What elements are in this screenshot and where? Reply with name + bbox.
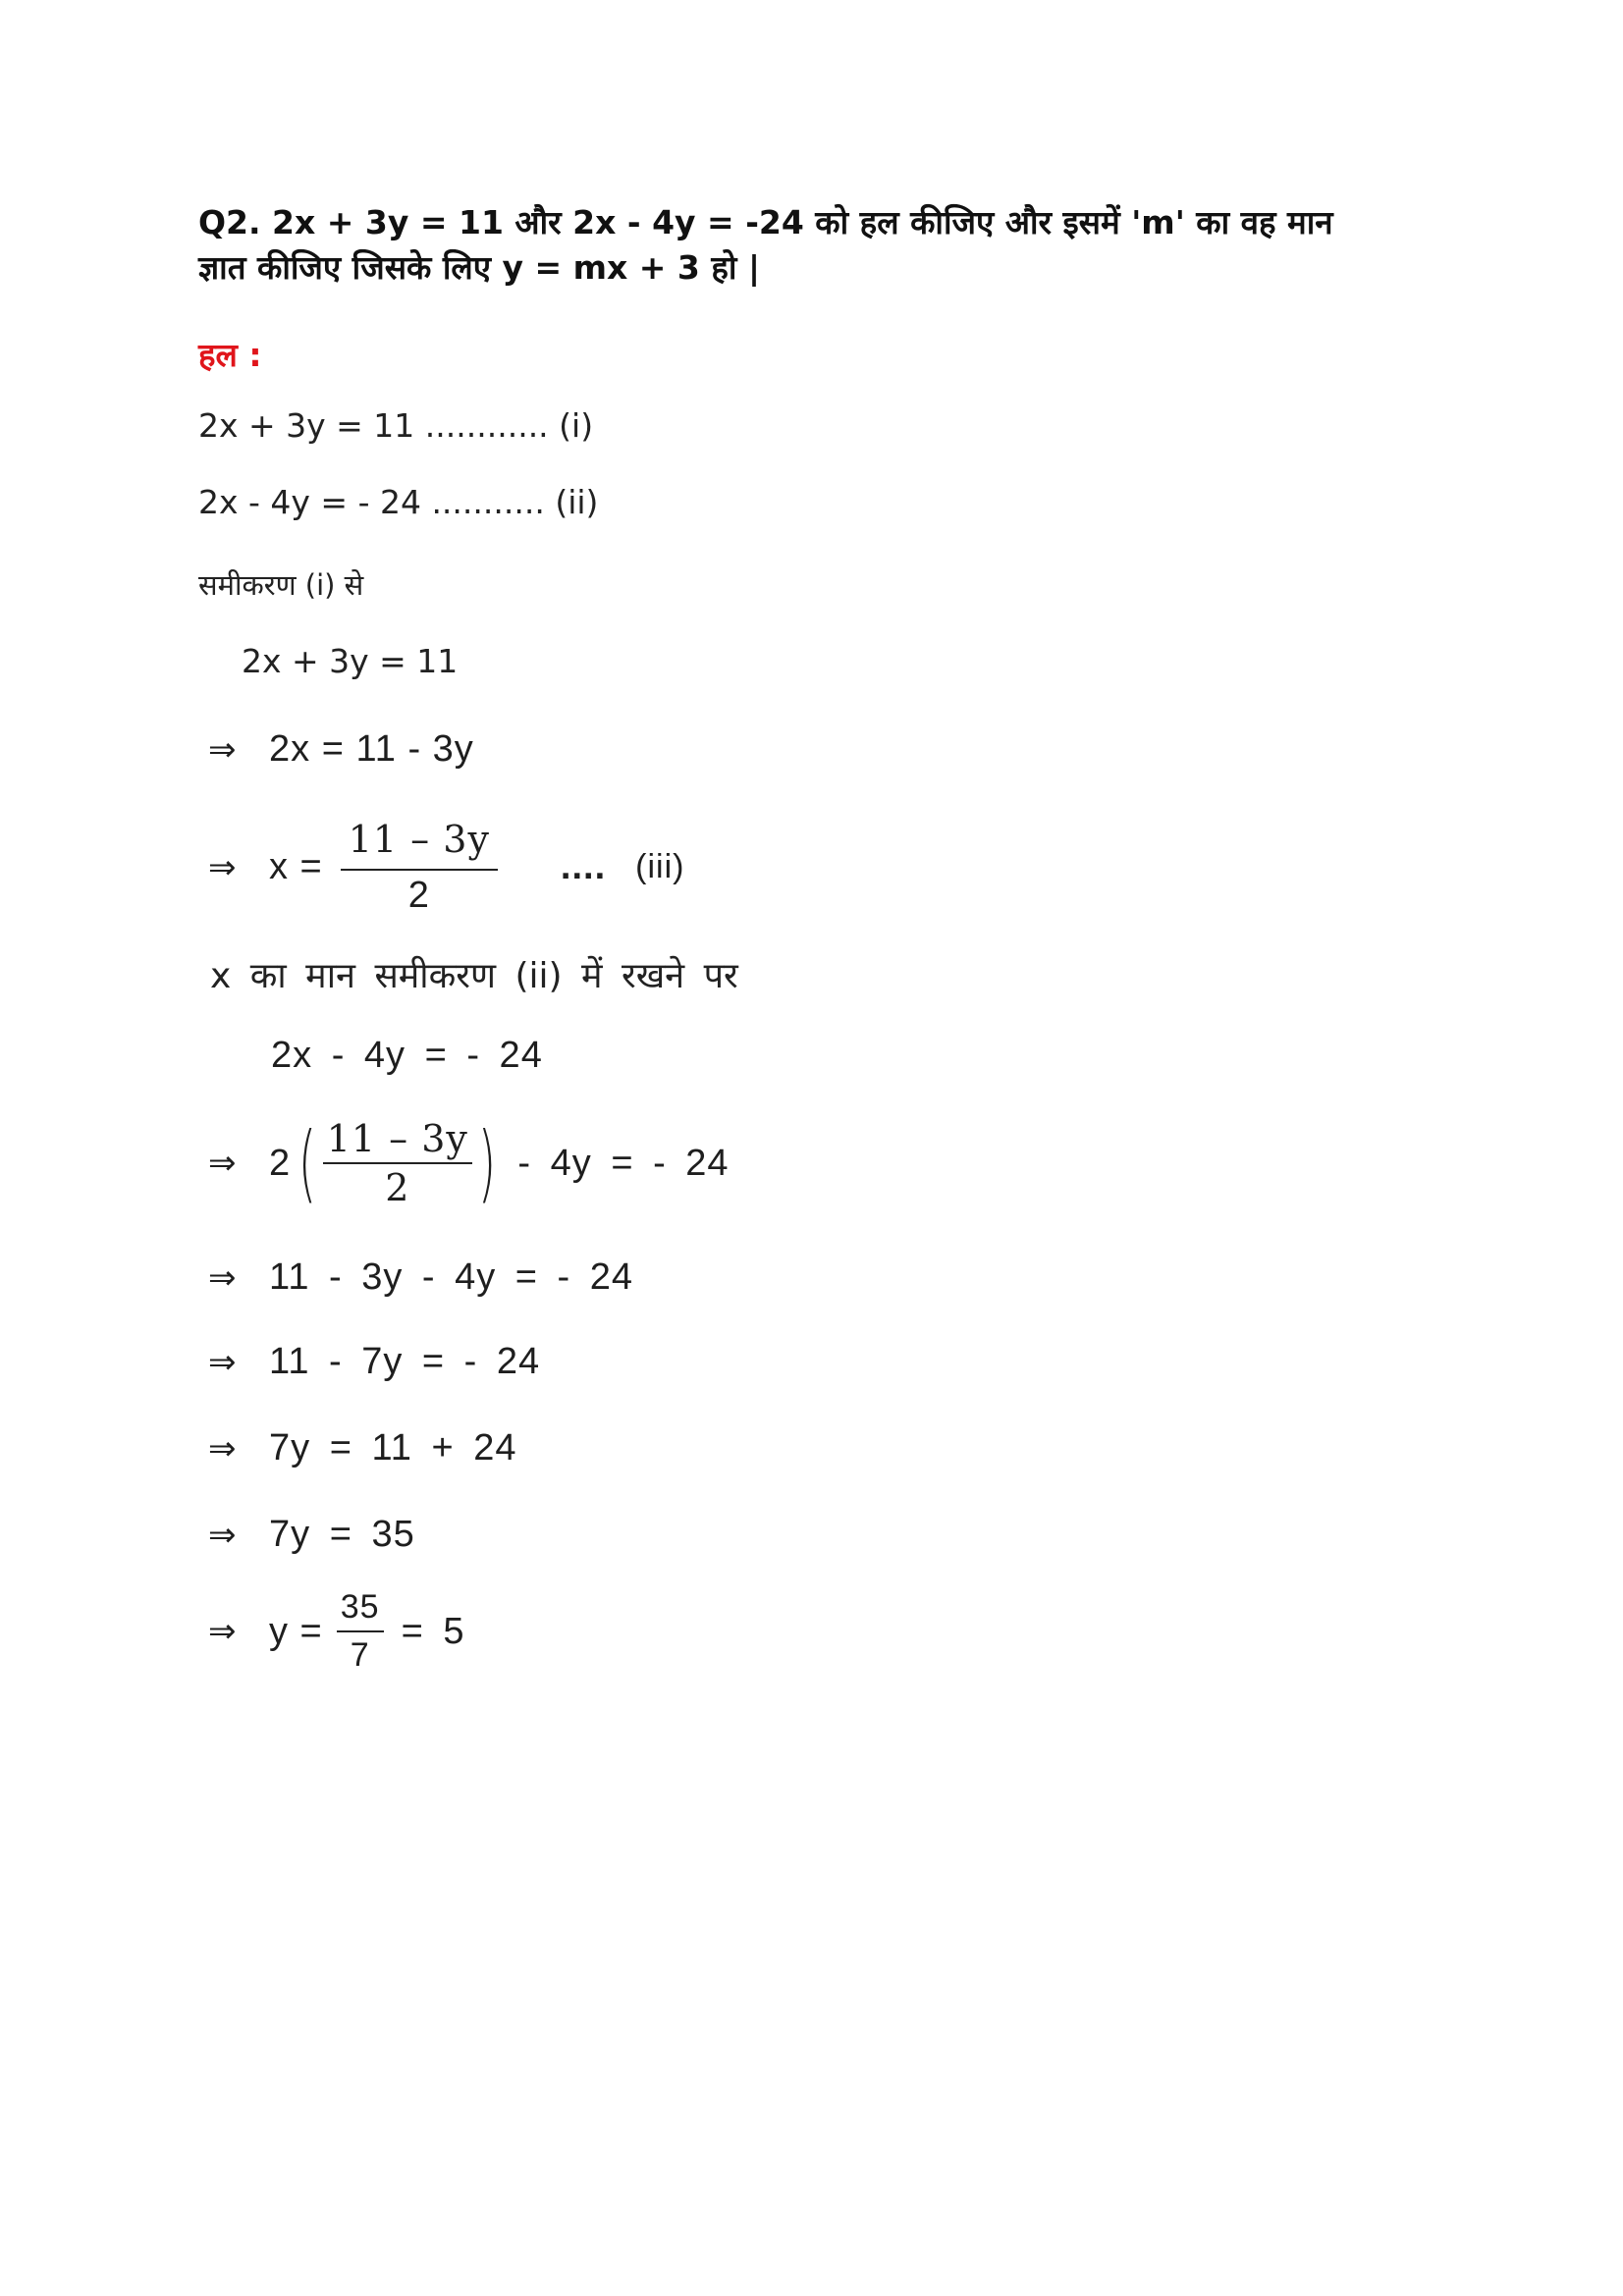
implies-arrow-icon: ⇒ — [208, 1343, 238, 1382]
fraction-numerator: 35 — [337, 1588, 384, 1632]
step-7 — [208, 1341, 540, 1383]
equation-2: 2x - 4y = - 24 ........... (ii) — [198, 483, 599, 521]
step-3-lhs: x = — [269, 846, 323, 887]
step-2-text: 2x = 11 - 3y — [269, 728, 474, 770]
step-9-text: 7y = 35 — [269, 1514, 415, 1555]
equation-tag-iii: (iii) — [635, 848, 685, 885]
implies-arrow-icon: ⇒ — [208, 1516, 238, 1555]
solution-label: हल : — [198, 336, 262, 374]
equation-1: 2x + 3y = 11 ............ (i) — [198, 406, 594, 445]
fraction-denominator: 2 — [407, 875, 430, 916]
step-3 — [208, 818, 684, 917]
step-10-lhs: y = — [269, 1610, 323, 1652]
fraction-numerator: 11 – 3y — [323, 1117, 472, 1164]
step-5-rest: - 4y = - 24 — [517, 1142, 730, 1184]
right-paren: ) — [477, 1114, 497, 1212]
implies-arrow-icon: ⇒ — [208, 1144, 238, 1183]
step-8 — [208, 1427, 516, 1469]
step-1: 2x + 3y = 11 — [242, 642, 459, 680]
step-5-coefficient: 2 — [269, 1142, 292, 1184]
fraction-numerator: 11 – 3y — [341, 818, 498, 871]
step-6-text: 11 - 3y - 4y = - 24 — [269, 1256, 634, 1298]
step-10-fraction — [337, 1588, 384, 1675]
step-8-text: 7y = 11 + 24 — [269, 1427, 517, 1468]
step-5-fraction — [323, 1117, 472, 1209]
implies-arrow-icon: ⇒ — [208, 730, 238, 770]
implies-arrow-icon: ⇒ — [208, 1429, 238, 1468]
step-10-rhs: = 5 — [401, 1610, 465, 1652]
step-7-text: 11 - 7y = - 24 — [269, 1341, 541, 1382]
fraction-denominator: 7 — [350, 1636, 370, 1674]
step-3-fraction — [341, 818, 498, 917]
implies-arrow-icon: ⇒ — [208, 1258, 238, 1298]
question-line-2: ज्ञात कीजिए जिसके लिए y = mx + 3 हो | — [198, 248, 760, 287]
step-4: 2x - 4y = - 24 — [271, 1035, 543, 1076]
substitution-note: x का मान समीकरण (ii) में रखने पर — [210, 956, 738, 996]
implies-arrow-icon: ⇒ — [208, 1612, 238, 1651]
left-paren: ( — [298, 1114, 317, 1212]
step-2 — [208, 728, 474, 771]
step-6 — [208, 1256, 633, 1299]
fraction-denominator: 2 — [385, 1166, 410, 1209]
step-3-dots: .... — [560, 846, 607, 887]
step-5 — [208, 1114, 730, 1212]
question-line-1: Q2. 2x + 3y = 11 और 2x - 4y = -24 को हल कीजिए और इसमें 'm' का वह मान — [198, 203, 1333, 241]
step-10 — [208, 1588, 464, 1675]
step-9 — [208, 1514, 415, 1556]
implies-arrow-icon: ⇒ — [208, 847, 238, 887]
from-equation-1-text: समीकरण (i) से — [198, 568, 364, 602]
